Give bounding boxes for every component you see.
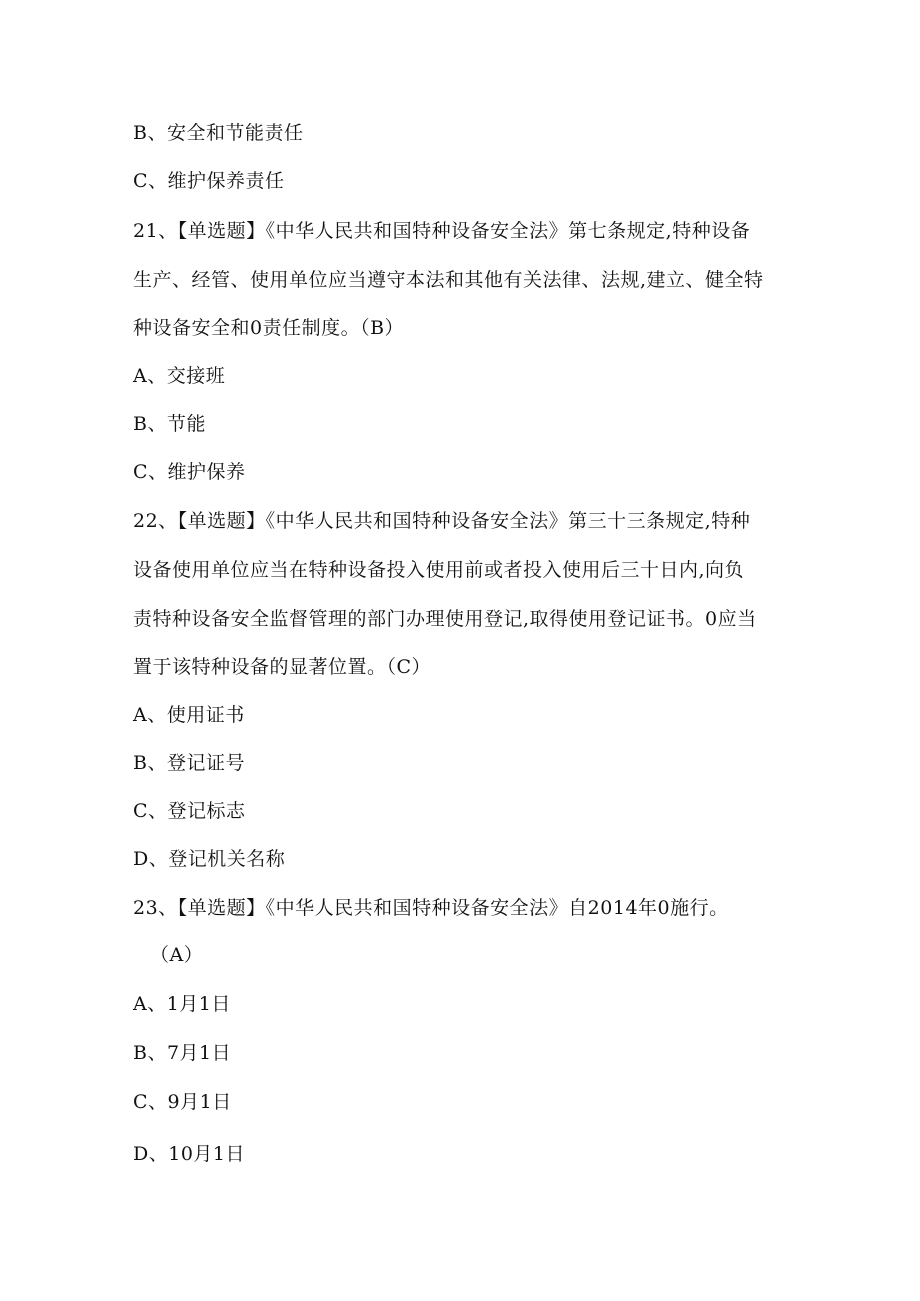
- q21-option-c: C、维护保养: [133, 461, 246, 483]
- q22-option-b: B、登记证号: [133, 752, 245, 774]
- q23-option-c: C、9月1日: [133, 1091, 232, 1113]
- q23-option-d: D、10月1日: [133, 1143, 245, 1165]
- q22-stem-line-3: 责特种设备安全监督管理的部门办理使用登记,取得使用登记证书。0应当: [133, 608, 757, 630]
- q23-option-b: B、7月1日: [133, 1042, 232, 1064]
- prev-option-c: C、维护保养责任: [133, 170, 285, 192]
- q23-stem-line-1: 23、【单选题】《中华人民共和国特种设备安全法》自2014年0施行。: [133, 897, 729, 919]
- q22-stem-line-2: 设备使用单位应当在特种设备投入使用前或者投入使用后三十日内,向负: [133, 559, 745, 581]
- q22-option-a: A、使用证书: [133, 704, 245, 726]
- q21-stem-line-2: 生产、经管、使用单位应当遵守本法和其他有关法律、法规,建立、健全特: [133, 269, 764, 291]
- q22-stem-line-1: 22、【单选题】《中华人民共和国特种设备安全法》第三十三条规定,特种: [133, 510, 751, 532]
- q22-option-d: D、登记机关名称: [133, 848, 286, 870]
- prev-option-b: B、安全和节能责任: [133, 122, 304, 144]
- q21-stem-line-3: 种设备安全和0责任制度。（B）: [133, 317, 405, 339]
- q21-option-a: A、交接班: [133, 365, 226, 387]
- q23-option-a: A、1月1日: [133, 993, 231, 1015]
- q21-option-b: B、节能: [133, 413, 206, 435]
- q22-stem-line-4: 置于该特种设备的显著位置。（C）: [133, 656, 432, 678]
- q21-stem-line-1: 21、【单选题】《中华人民共和国特种设备安全法》第七条规定,特种设备: [133, 220, 751, 242]
- q23-stem-line-2: （A）: [150, 944, 204, 966]
- q22-option-c: C、登记标志: [133, 800, 246, 822]
